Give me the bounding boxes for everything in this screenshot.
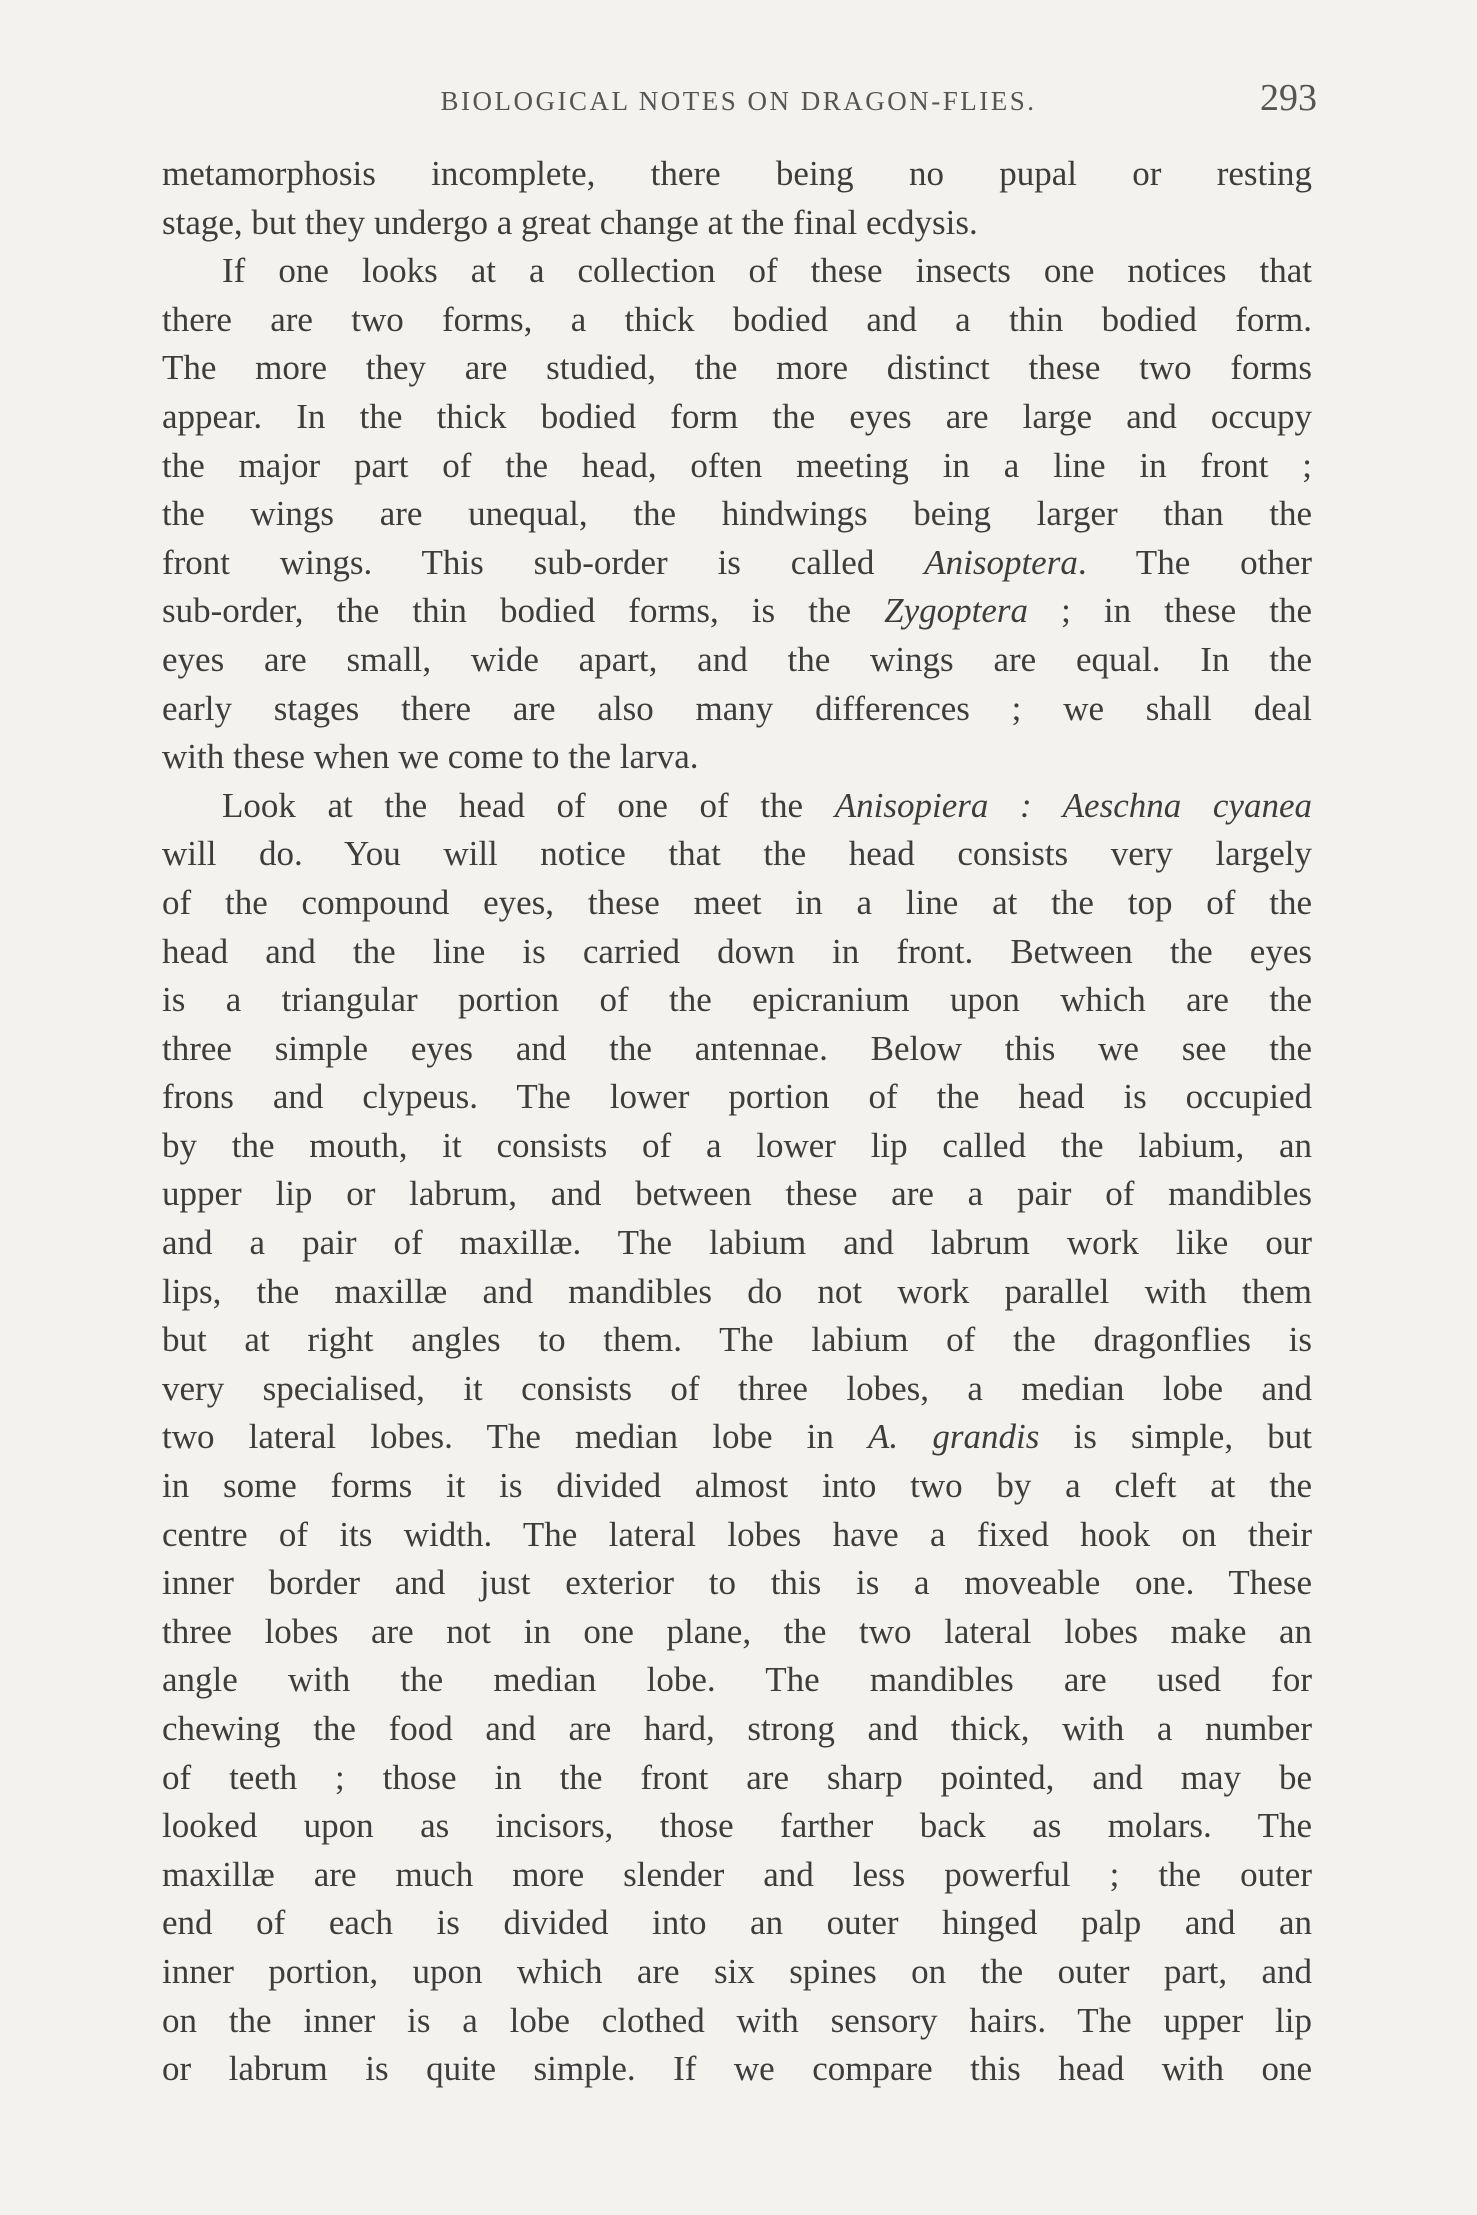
text-line: upper lip or labrum, and between these are a pair of mandibles [162, 1174, 1312, 1214]
text-line: angle with the median lobe. The mandibles are used for [162, 1660, 1312, 1700]
text-run: two lateral lobes. The median lobe in [162, 1417, 869, 1457]
text-line: by the mouth, it consists of a lower lip called the labium, an [162, 1125, 1312, 1165]
text-run: ; in these the [1028, 591, 1312, 631]
text-line: lips, the maxillæ and mandibles do not work parallel with them [162, 1271, 1312, 1311]
page-number: 293 [1260, 77, 1317, 119]
text-line: frons and clypeus. The lower portion of the head is occupied [162, 1077, 1312, 1117]
text-run: sub-order, the thin bodied forms, is the [162, 591, 885, 631]
text-line [162, 782, 1312, 831]
text-line: appear. In the thick bodied form the eyes are large and occupy [162, 396, 1312, 436]
taxon-name: Zygoptera [884, 591, 1028, 631]
text-line: very specialised, it consists of three lobes, a median lobe and [162, 1368, 1312, 1408]
body-text [162, 150, 1312, 2094]
text-run: is simple, but [1039, 1417, 1312, 1457]
text-line: early stages there are also many differences ; we shall deal [162, 688, 1312, 728]
text-run: front wings. This sub-order is called [162, 542, 925, 582]
text-line: of the compound eyes, these meet in a line at the top of the [162, 882, 1312, 922]
text-line: looked upon as incisors, those farther back as molars. The [162, 1806, 1312, 1846]
text-line: three lobes are not in one plane, the two lateral lobes make an [162, 1611, 1312, 1651]
taxon-name: Anisopiera : Aeschna cyanea [834, 785, 1312, 825]
text-line: maxillæ are much more slender and less powerful ; the outer [162, 1854, 1312, 1894]
text-line: metamorphosis incomplete, there being no pupal or resting [162, 154, 1312, 193]
taxon-name: Anisoptera [924, 542, 1078, 582]
text-line: eyes are small, wide apart, and the wings are equal. In the [162, 639, 1312, 679]
text-line: on the inner is a lobe clothed with sensory hairs. The upper lip [162, 2000, 1312, 2040]
text-line: chewing the food and are hard, strong and thick, with a number [162, 1709, 1312, 1748]
text-line: and a pair of maxillæ. The labium and labrum work like our [162, 1223, 1312, 1263]
text-line: the wings are unequal, the hindwings being larger than the [162, 494, 1312, 534]
text-line: inner portion, upon which are six spines on the outer part, and [162, 1951, 1312, 1991]
text-line: will do. You will notice that the head consists very largely [162, 834, 1312, 874]
text-line: inner border and just exterior to this is a moveable one. These [162, 1563, 1312, 1603]
text-line: end of each is divided into an outer hinged palp and an [162, 1903, 1312, 1943]
text-run: Look at the head of one of the [222, 785, 835, 825]
text-line: head and the line is carried down in front. Between the eyes [162, 931, 1312, 971]
text-line: but at right angles to them. The labium of the dragonflies is [162, 1320, 1312, 1360]
text-line: in some forms it is divided almost into two by a cleft at the [162, 1466, 1312, 1506]
text-line: or labrum is quite simple. If we compare this head with one [162, 2049, 1312, 2089]
text-line: The more they are studied, the more distinct these two forms [162, 348, 1312, 388]
text-line: of teeth ; those in the front are sharp pointed, and may be [162, 1757, 1312, 1797]
text-line [162, 1413, 1312, 1462]
text-line: three simple eyes and the antennae. Below this we see the [162, 1028, 1312, 1068]
text-line: stage, but they undergo a great change at the final ecdysis. [162, 202, 978, 242]
running-head [0, 72, 1477, 132]
text-line: with these when we come to the larva. [162, 737, 699, 777]
taxon-name: A. grandis [868, 1417, 1040, 1457]
text-line: the major part of the head, often meeting in a line in front ; [162, 445, 1312, 485]
text-line [162, 587, 1312, 636]
text-line: If one looks at a collection of these insects one notices that [222, 251, 1312, 291]
text-line: there are two forms, a thick bodied and a thin bodied form. [162, 299, 1312, 339]
text-line: centre of its width. The lateral lobes have a fixed hook on their [162, 1514, 1312, 1554]
text-line: is a triangular portion of the epicranium upon which are the [162, 980, 1312, 1020]
running-title: BIOLOGICAL NOTES ON DRAGON-FLIES. [440, 86, 1037, 116]
text-run: . The other [1077, 542, 1313, 582]
text-line [162, 539, 1312, 588]
